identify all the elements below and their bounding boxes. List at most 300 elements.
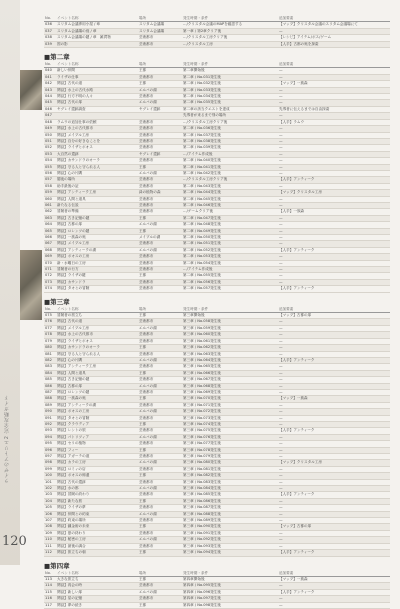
cell-cond: 第三章 / No.082発生後 bbox=[182, 473, 278, 479]
cell-cond: 第三章 / No.070発生後 bbox=[182, 396, 278, 402]
column-header-note: 追加要素 bbox=[278, 307, 390, 313]
cell-no: 046 bbox=[44, 106, 56, 112]
cell-note: 【マップ】クリスタル工房 bbox=[278, 460, 390, 466]
spine-text: ライザのアトリエ2 完全攻略ガイド bbox=[4, 395, 10, 484]
cell-note: — bbox=[278, 325, 390, 331]
cell-loc: 王都 bbox=[138, 473, 182, 479]
cell-name: 関話】行方不明の人々 bbox=[56, 94, 138, 100]
cell-loc: 芸術都市 bbox=[138, 332, 182, 338]
cell-name: 大自然の遺跡 bbox=[56, 151, 138, 157]
cell-no: 102 bbox=[44, 486, 56, 492]
cell-cond: 第三章 / No.081発生後 bbox=[182, 466, 278, 472]
cell-name: 関話】ライザの鍵 bbox=[56, 273, 138, 279]
cell-name: 関話】カラの工房 bbox=[56, 460, 138, 466]
cell-cond: 第三章 / No.088発生後 bbox=[182, 511, 278, 517]
cell-no: 045 bbox=[44, 100, 56, 106]
cell-note: 【人手】アンティーク bbox=[278, 177, 390, 183]
cell-cond: 第三章 / No.083発生後 bbox=[182, 479, 278, 485]
cell-note: — bbox=[278, 241, 390, 247]
table-row bbox=[44, 602, 390, 608]
cell-no: 054 bbox=[44, 158, 56, 164]
cell-cond: 第二章 / No.047発生後 bbox=[182, 215, 278, 221]
cell-name: 関話】古き記憶の鍵 bbox=[56, 215, 138, 221]
cell-name: 関話】ロミィの店 bbox=[56, 466, 138, 472]
cell-note: — bbox=[278, 164, 390, 170]
cell-note: — bbox=[278, 602, 390, 608]
margin-photo bbox=[20, 250, 42, 320]
cell-loc: 王都 bbox=[138, 345, 182, 351]
cell-loc: 王都 bbox=[138, 550, 182, 556]
cell-no: 062 bbox=[44, 209, 56, 215]
cell-loc: 王都 bbox=[138, 273, 182, 279]
cell-loc: 芸術都市 bbox=[138, 74, 182, 80]
cell-cond: 第二章 / No.049発生後 bbox=[182, 228, 278, 234]
cell-name: 関話】メイプル工房 bbox=[56, 241, 138, 247]
cell-cond: 第二章 / No.056発生後 bbox=[182, 279, 278, 285]
cell-no: 093 bbox=[44, 428, 56, 434]
cell-name: 関話】人間と道具 bbox=[56, 370, 138, 376]
cell-loc: 王都 bbox=[138, 370, 182, 376]
cell-note: 【人手】アンティーク bbox=[278, 247, 390, 253]
cell-no: 071 bbox=[44, 267, 56, 273]
cell-cond: 第三章 / No.084発生後 bbox=[182, 486, 278, 492]
cell-name: 関話】古代の扉 bbox=[56, 100, 138, 106]
table-row bbox=[44, 22, 390, 28]
cell-cond: 第三章 / No.069発生後 bbox=[182, 389, 278, 395]
cell-note: — bbox=[278, 267, 390, 273]
cell-name: 関話】ロレンツの鍵 bbox=[56, 228, 138, 234]
cell-no: 105 bbox=[44, 505, 56, 511]
cell-name: 冒険者の準備 bbox=[56, 209, 138, 215]
column-header-cond: 発生時期・条件 bbox=[182, 571, 278, 577]
cell-no: 096 bbox=[44, 447, 56, 453]
cell-cond: 第二章 / No.055発生後 bbox=[182, 273, 278, 279]
cell-name: 図の影 bbox=[56, 41, 138, 47]
cell-note: — bbox=[278, 466, 390, 472]
cell-loc: 王都 bbox=[138, 524, 182, 530]
cell-no: 091 bbox=[44, 415, 56, 421]
cell-no: 051 bbox=[44, 138, 56, 144]
cell-note: 【マップ】一族森 bbox=[278, 396, 390, 402]
cell-cond: …/クリスタル会議のMAPを確認する bbox=[182, 22, 278, 28]
cell-cond: 第三章 / No.087発生後 bbox=[182, 505, 278, 511]
cell-note: — bbox=[278, 415, 390, 421]
cell-name: 助手最後の証 bbox=[56, 183, 138, 189]
cell-cond: …/クリスタル工房クリア後 bbox=[182, 119, 278, 125]
cell-no: 060 bbox=[44, 196, 56, 202]
cell-name: 関話】カサンドラ bbox=[56, 279, 138, 285]
cell-name: 関話】メイプル工房 bbox=[56, 132, 138, 138]
cell-no: 082 bbox=[44, 357, 56, 363]
cell-cond: 第三章 / No.085発生後 bbox=[182, 492, 278, 498]
cell-note: — bbox=[278, 543, 390, 549]
cell-loc: 芸術都市 bbox=[138, 415, 182, 421]
cell-note: 【マップ】クリスタル会議のスリタム会議場にて bbox=[278, 22, 390, 28]
cell-cond: 第三章 / No.066発生後 bbox=[182, 370, 278, 376]
cell-name: 関話】仲間との約束 bbox=[56, 511, 138, 517]
cell-name: 関話】古都の扉 bbox=[56, 222, 138, 228]
cell-no: 097 bbox=[44, 454, 56, 460]
cell-no: 081 bbox=[44, 351, 56, 357]
cell-loc: 王都 bbox=[138, 396, 182, 402]
cell-no: 107 bbox=[44, 518, 56, 524]
cell-name: 関話】自分の好きなことを bbox=[56, 138, 138, 144]
cell-cond: 第三章 / No.061発生後 bbox=[182, 338, 278, 344]
cell-note: 先導者に伝えるまでは自由探索 bbox=[278, 106, 390, 112]
cell-name: 関話】ライザの夢 bbox=[56, 505, 138, 511]
cell-loc: 芸術都市 bbox=[138, 454, 182, 460]
cell-loc: 芸術都市 bbox=[138, 583, 182, 589]
cell-note: 【マップ】古都の扉 bbox=[278, 313, 390, 319]
cell-no: 067 bbox=[44, 241, 56, 247]
cell-cond: 第三章 / No.068発生後 bbox=[182, 383, 278, 389]
cell-name: 関話】アガーテの道 bbox=[56, 454, 138, 460]
cell-note: — bbox=[278, 441, 390, 447]
cell-loc: 芸術都市 bbox=[138, 202, 182, 208]
cell-cond: 第二章 / No.031発生後 bbox=[182, 74, 278, 80]
section-title: ■第四章 bbox=[44, 561, 70, 570]
cell-note: — bbox=[278, 28, 390, 34]
cell-name: 関話】アンティーク工房 bbox=[56, 364, 138, 370]
cell-name: 関話】ボオスの工房 bbox=[56, 254, 138, 260]
cell-loc: 芸術都市 bbox=[138, 530, 182, 536]
cell-name: 関話】タオとの冒険 bbox=[56, 415, 138, 421]
cell-note: — bbox=[278, 596, 390, 602]
cell-no: 038 bbox=[44, 35, 56, 41]
cell-note: — bbox=[278, 332, 390, 338]
cell-no: 050 bbox=[44, 132, 56, 138]
cell-name: 関話】クラウディア bbox=[56, 421, 138, 427]
cell-no: 076 bbox=[44, 319, 56, 325]
cell-note: 【人手】アンティーク bbox=[278, 428, 390, 434]
cell-no: 114 bbox=[44, 583, 56, 589]
cell-loc: エルバの湖 bbox=[138, 434, 182, 440]
cell-cond: …/クリスタル工房 bbox=[182, 41, 278, 47]
cell-note: — bbox=[278, 170, 390, 176]
cell-note: 【マップ】古都の扉 bbox=[278, 524, 390, 530]
cell-name: 関話】水の都 bbox=[56, 486, 138, 492]
cell-name: 大きな旅立ち bbox=[56, 576, 138, 582]
cell-cond: 第四章 / No.098発生後 bbox=[182, 602, 278, 608]
cell-note: — bbox=[278, 68, 390, 74]
cell-loc: 芸術都市 bbox=[138, 145, 182, 151]
cell-note: 【マップ】クリスタル工房 bbox=[278, 190, 390, 196]
cell-cond: 第三章 / No.092発生後 bbox=[182, 537, 278, 543]
cell-no: 079 bbox=[44, 338, 56, 344]
cell-loc: メイプルの湖 bbox=[138, 235, 182, 241]
cell-cond: 第三章 / No.078発生後 bbox=[182, 447, 278, 453]
cell-no: 036 bbox=[44, 22, 56, 28]
cell-note: — bbox=[278, 196, 390, 202]
cell-loc: 芸術都市 bbox=[138, 196, 182, 202]
cell-cond: 第二章 / No.038発生後 bbox=[182, 138, 278, 144]
cell-loc: エルバの湖 bbox=[138, 383, 182, 389]
cell-loc: 王都 bbox=[138, 421, 182, 427]
event-table bbox=[44, 16, 390, 48]
cell-cond: 第二章 / No.041発生後 bbox=[182, 164, 278, 170]
cell-loc: 芸術都市 bbox=[138, 505, 182, 511]
cell-loc: 芸術都市 bbox=[138, 428, 182, 434]
cell-cond: 第三章 / No.058発生後 bbox=[182, 319, 278, 325]
cell-loc: エルバの湖 bbox=[138, 589, 182, 595]
cell-loc: 芸術都市 bbox=[138, 126, 182, 132]
column-header-name: イベント名称 bbox=[56, 62, 138, 68]
cell-no: 040 bbox=[44, 68, 56, 74]
cell-cond: …/クリスタル工房クリア後 bbox=[182, 35, 278, 41]
cell-note: — bbox=[278, 254, 390, 260]
cell-cond: 第三章 / No.077発生後 bbox=[182, 441, 278, 447]
cell-name: 関話】アンティークの湖 bbox=[56, 247, 138, 253]
cell-note: — bbox=[278, 338, 390, 344]
cell-loc: エルバの湖 bbox=[138, 325, 182, 331]
cell-name: 関話】心の片隅 bbox=[56, 357, 138, 363]
cell-no: 057 bbox=[44, 177, 56, 183]
cell-note: — bbox=[278, 94, 390, 100]
cell-loc: エルバの湖 bbox=[138, 170, 182, 176]
cell-name: ヤグレイ遺跡調査 bbox=[56, 106, 138, 112]
cell-loc: 緑の植物の森 bbox=[138, 190, 182, 196]
cell-cond: 第三章 / No.065発生後 bbox=[182, 364, 278, 370]
cell-no: 090 bbox=[44, 409, 56, 415]
cell-loc: エルバの湖 bbox=[138, 222, 182, 228]
cell-loc: 芸術都市 bbox=[138, 389, 182, 395]
cell-note: — bbox=[278, 151, 390, 157]
cell-cond: 第三章 / No.064発生後 bbox=[182, 357, 278, 363]
cell-note: — bbox=[278, 454, 390, 460]
column-header-no: No. bbox=[44, 307, 56, 313]
cell-no: 048 bbox=[44, 119, 56, 125]
cell-no: 063 bbox=[44, 215, 56, 221]
cell-no: 103 bbox=[44, 492, 56, 498]
cell-name: 関話】アンティークの湖 bbox=[56, 402, 138, 408]
cell-no: 056 bbox=[44, 170, 56, 176]
cell-name: 新しい仲間 bbox=[56, 68, 138, 74]
cell-name: 関話】守る人と守られる人 bbox=[56, 351, 138, 357]
cell-loc: 王都 bbox=[138, 228, 182, 234]
cell-no: 068 bbox=[44, 247, 56, 253]
cell-loc: 芸術都市 bbox=[138, 286, 182, 292]
cell-note: — bbox=[278, 87, 390, 93]
cell-note: 【人手】アンティーク bbox=[278, 589, 390, 595]
cell-cond: 第二章 / No.042発生後 bbox=[182, 170, 278, 176]
cell-name: 関話】秘密の工房 bbox=[56, 537, 138, 543]
cell-name: ラムウの追加仕事の依頼 bbox=[56, 119, 138, 125]
column-header-loc: 場所 bbox=[138, 307, 182, 313]
column-header-loc: 場所 bbox=[138, 16, 182, 22]
cell-name: 関話】最後の調合 bbox=[56, 543, 138, 549]
cell-loc: エルバの湖 bbox=[138, 511, 182, 517]
cell-note: — bbox=[278, 145, 390, 151]
cell-no: 041 bbox=[44, 74, 56, 80]
cell-name: 関話】守る人と守られる人 bbox=[56, 164, 138, 170]
cell-note: — bbox=[278, 518, 390, 524]
column-header-note: 追加要素 bbox=[278, 16, 390, 22]
cell-cond: 第三章 / No.071発生後 bbox=[182, 402, 278, 408]
cell-no: 053 bbox=[44, 151, 56, 157]
cell-loc: スリタム会議場 bbox=[138, 22, 182, 28]
cell-cond: 第三章 / No.090発生後 bbox=[182, 524, 278, 530]
cell-note: — bbox=[278, 486, 390, 492]
cell-cond: 第二章 / No.033発生後 bbox=[182, 87, 278, 93]
cell-loc: エルバの湖 bbox=[138, 100, 182, 106]
cell-name: 関話】古代の道 bbox=[56, 81, 138, 87]
cell-no: 061 bbox=[44, 202, 56, 208]
event-table bbox=[44, 307, 390, 557]
table-row bbox=[44, 286, 390, 292]
cell-loc: 芸術都市 bbox=[138, 183, 182, 189]
cell-loc: 芸術都市 bbox=[138, 319, 182, 325]
cell-no: 111 bbox=[44, 543, 56, 549]
cell-loc: 芸術都市 bbox=[138, 466, 182, 472]
cell-note: — bbox=[278, 473, 390, 479]
cell-cond: 第二章 / No.032発生後 bbox=[182, 81, 278, 87]
column-header-no: No. bbox=[44, 571, 56, 577]
column-header-no: No. bbox=[44, 16, 56, 22]
event-section bbox=[44, 16, 390, 48]
cell-cond: 第三章 / No.093発生後 bbox=[182, 543, 278, 549]
cell-no: 044 bbox=[44, 94, 56, 100]
cell-loc: 芸術都市 bbox=[138, 260, 182, 266]
cell-note: — bbox=[278, 434, 390, 440]
cell-no: 110 bbox=[44, 537, 56, 543]
cell-no: 052 bbox=[44, 145, 56, 151]
cell-no: 116 bbox=[44, 596, 56, 602]
cell-note: — bbox=[278, 421, 390, 427]
table-row bbox=[44, 41, 390, 47]
cell-no: 037 bbox=[44, 28, 56, 34]
cell-cond: 第二章 / No.053発生後 bbox=[182, 254, 278, 260]
cell-no: 075 bbox=[44, 313, 56, 319]
cell-no: 092 bbox=[44, 421, 56, 427]
cell-cond: …/アイテム作成後 bbox=[182, 267, 278, 273]
cell-note: — bbox=[278, 505, 390, 511]
cell-note: — bbox=[278, 235, 390, 241]
cell-no: 085 bbox=[44, 377, 56, 383]
cell-cond: 第三章 / No.086発生後 bbox=[182, 498, 278, 504]
cell-name: 関話】ロレンツの鍵 bbox=[56, 389, 138, 395]
cell-name: 関話】ボオスの工房 bbox=[56, 409, 138, 415]
cell-no: 074 bbox=[44, 286, 56, 292]
cell-cond: …/アイテム作成後 bbox=[182, 151, 278, 157]
cell-no: 080 bbox=[44, 345, 56, 351]
cell-cond: 第二章 / No.036発生後 bbox=[182, 126, 278, 132]
cell-cond: 第三章 / No.079発生後 bbox=[182, 454, 278, 460]
cell-name: 関話】一族森の奥 bbox=[56, 235, 138, 241]
cell-note: — bbox=[278, 158, 390, 164]
cell-cond: 第二章 / No.048発生後 bbox=[182, 222, 278, 228]
cell-no: 083 bbox=[44, 364, 56, 370]
cell-no: 108 bbox=[44, 524, 56, 530]
cell-cond: 第二章 / No.040発生後 bbox=[182, 158, 278, 164]
cell-no: 047 bbox=[44, 113, 56, 119]
cell-no: 099 bbox=[44, 466, 56, 472]
cell-no: 078 bbox=[44, 332, 56, 338]
cell-note: — bbox=[278, 132, 390, 138]
cell-cond: 第二章 / No.043発生後 bbox=[182, 183, 278, 189]
cell-note: 【人手】アンティーク bbox=[278, 357, 390, 363]
cell-note: — bbox=[278, 345, 390, 351]
cell-loc: エルバの湖 bbox=[138, 460, 182, 466]
cell-name: 関話】水上の古代水路 bbox=[56, 87, 138, 93]
cell-note: — bbox=[278, 383, 390, 389]
cell-note: — bbox=[278, 537, 390, 543]
event-section bbox=[44, 561, 390, 609]
cell-cond: 第一章 / 第2章クリア後 bbox=[182, 28, 278, 34]
cell-loc: 芸術都市 bbox=[138, 596, 182, 602]
cell-note: 【人手】一族森 bbox=[278, 209, 390, 215]
cell-name: 関話】古代の遺跡 bbox=[56, 479, 138, 485]
cell-name: 関話】新しい扉 bbox=[56, 589, 138, 595]
cell-cond: 第二章 / No.052発生後 bbox=[182, 247, 278, 253]
cell-cond: 第二章 / No.050発生後 bbox=[182, 235, 278, 241]
column-header-name: イベント名称 bbox=[56, 571, 138, 577]
cell-name: 関話】カサンドラのオーラ bbox=[56, 345, 138, 351]
cell-no: 106 bbox=[44, 511, 56, 517]
cell-note: — bbox=[278, 447, 390, 453]
cell-no: 098 bbox=[44, 460, 56, 466]
column-header-note: 追加要素 bbox=[278, 62, 390, 68]
cell-note: — bbox=[278, 260, 390, 266]
cell-loc: エルバの湖 bbox=[138, 537, 182, 543]
cell-no: 084 bbox=[44, 370, 56, 376]
cell-no: 112 bbox=[44, 550, 56, 556]
cell-loc: 芸術都市 bbox=[138, 518, 182, 524]
cell-cond: 第二章開始後 bbox=[182, 68, 278, 74]
cell-note: — bbox=[278, 377, 390, 383]
cell-note: — bbox=[278, 402, 390, 408]
cell-loc: 王都 bbox=[138, 68, 182, 74]
cell-note: — bbox=[278, 351, 390, 357]
cell-cond: 第三章 / No.062発生後 bbox=[182, 345, 278, 351]
cell-name: スリタム会議場の庭 / 章 bbox=[56, 28, 138, 34]
cell-loc: 王都 bbox=[138, 576, 182, 582]
cell-no: 070 bbox=[44, 260, 56, 266]
cell-loc: エルバの湖 bbox=[138, 486, 182, 492]
cell-note: — bbox=[278, 222, 390, 228]
cell-loc: 芸術都市 bbox=[138, 177, 182, 183]
column-header-cond: 発生時期・条件 bbox=[182, 16, 278, 22]
cell-name: 関話】心の片隅 bbox=[56, 170, 138, 176]
cell-loc: 芸術都市 bbox=[138, 41, 182, 47]
cell-name: 冒険者の行方 bbox=[56, 267, 138, 273]
cell-cond: 第三章開始後 bbox=[182, 313, 278, 319]
cell-no: 089 bbox=[44, 402, 56, 408]
cell-note: 【人手】古都の奥を探索 bbox=[278, 41, 390, 47]
cell-cond: 第二章 / No.054発生後 bbox=[182, 260, 278, 266]
cell-note: 【マップ】一族森 bbox=[278, 81, 390, 87]
cell-name: 関話】アンティーク工房 bbox=[56, 190, 138, 196]
cell-loc: 芸術都市 bbox=[138, 377, 182, 383]
cell-no: 087 bbox=[44, 389, 56, 395]
cell-no: 055 bbox=[44, 164, 56, 170]
column-header-cond: 発生時期・条件 bbox=[182, 62, 278, 68]
cell-cond: 第四章 / No.097発生後 bbox=[182, 596, 278, 602]
cell-loc: 芸術都市 bbox=[138, 364, 182, 370]
cell-name: 関話】水上の古代都市 bbox=[56, 332, 138, 338]
cell-loc: 芸術都市 bbox=[138, 119, 182, 125]
event-table bbox=[44, 571, 390, 609]
cell-name: 関話】約束の場所 bbox=[56, 518, 138, 524]
column-header-no: No. bbox=[44, 62, 56, 68]
cell-loc: 芸術都市 bbox=[138, 94, 182, 100]
cell-no: 104 bbox=[44, 498, 56, 504]
cell-note: — bbox=[278, 113, 390, 119]
cell-loc: エルバの湖 bbox=[138, 357, 182, 363]
cell-loc: エルバの湖 bbox=[138, 87, 182, 93]
cell-cond: 第二章の該当クエストを達成 bbox=[182, 106, 278, 112]
cell-name: 関話】セリの植物 bbox=[56, 441, 138, 447]
cell-loc: 王都 bbox=[138, 164, 182, 170]
